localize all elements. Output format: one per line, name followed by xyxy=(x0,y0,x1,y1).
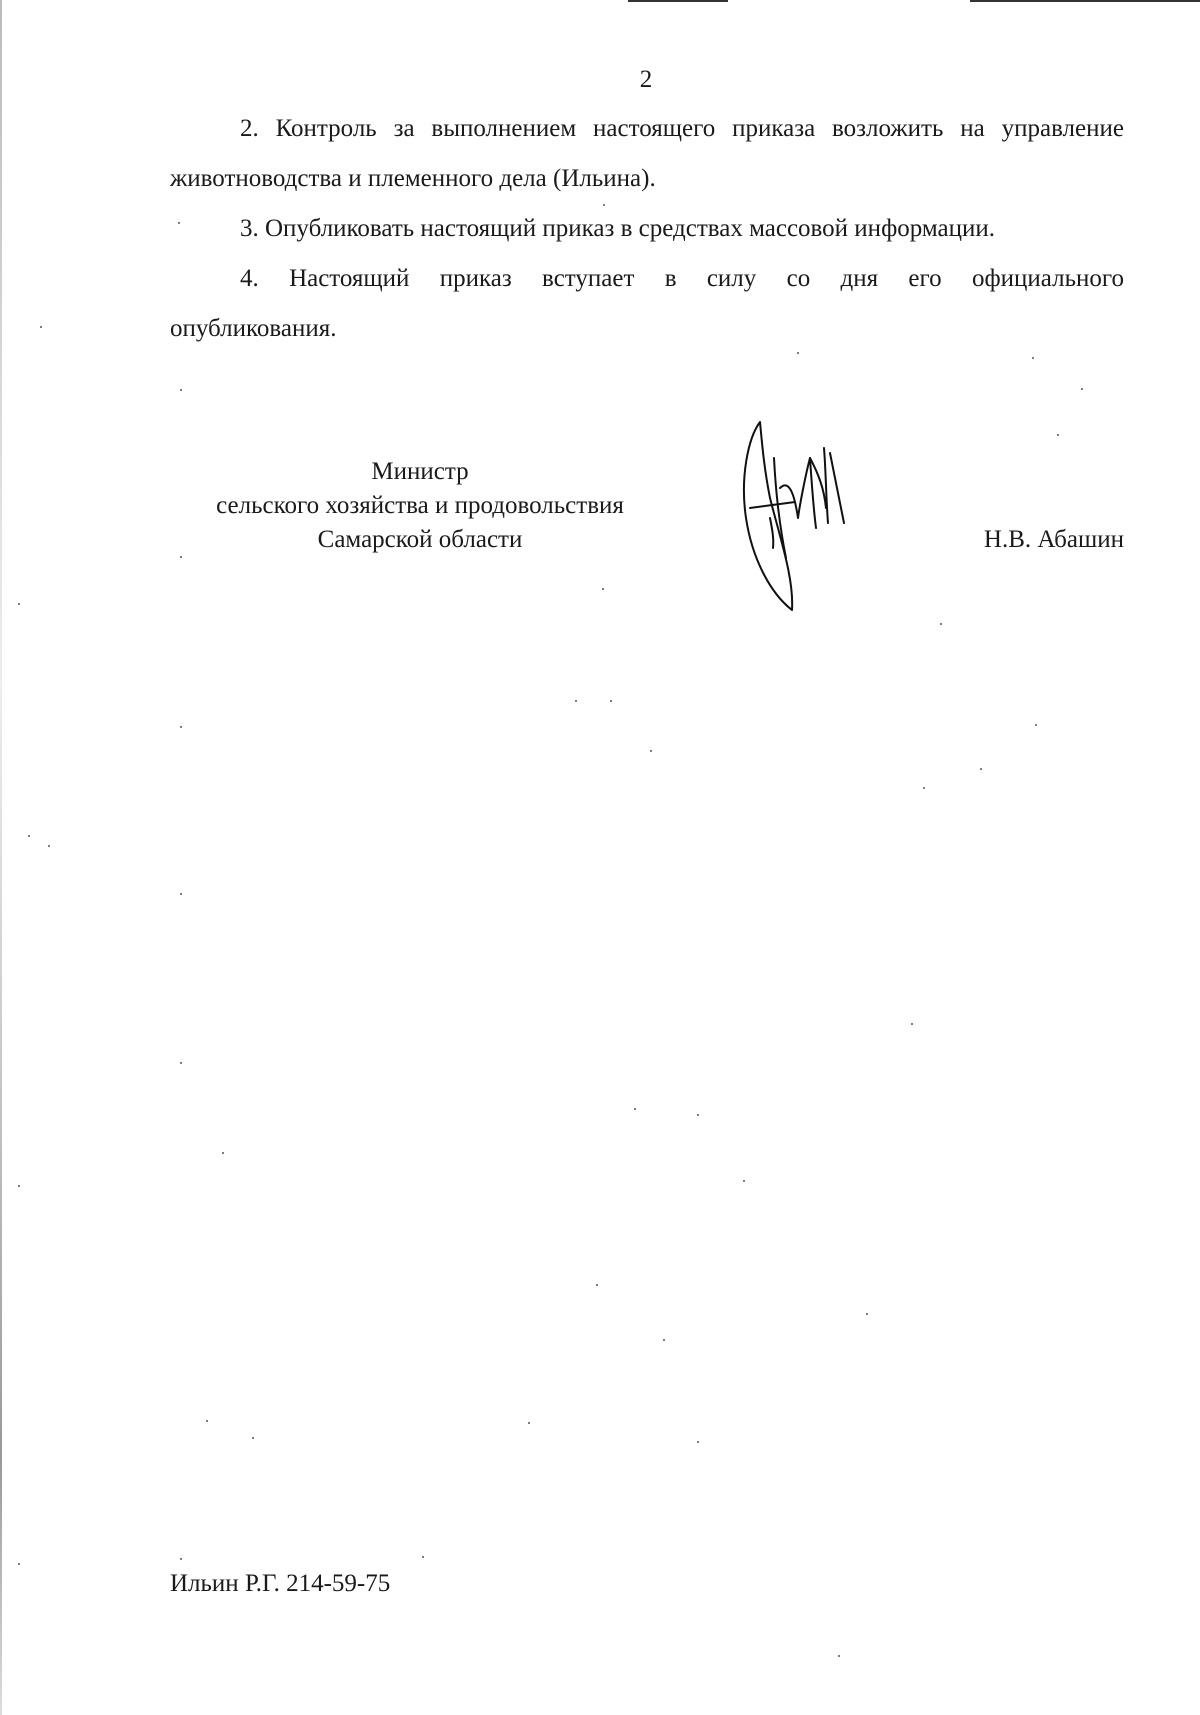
page-number: 2 xyxy=(639,66,653,93)
paragraph-3 xyxy=(170,204,1124,254)
scan-speck xyxy=(596,1284,598,1286)
scan-speck xyxy=(663,1339,665,1341)
scan-speck xyxy=(180,726,182,728)
paragraph-2-line-1: 2. Контроль за выполнением настоящего приказа возложить на xyxy=(240,115,985,142)
scan-speck xyxy=(610,700,612,702)
scan-edge-top xyxy=(628,0,728,2)
executor-contact: Ильин Р.Г. 214-59-75 xyxy=(170,1570,391,1597)
paragraph-4 xyxy=(170,254,1124,354)
scan-speck xyxy=(48,845,50,847)
scan-speck xyxy=(923,787,925,789)
scan-speck xyxy=(180,389,182,391)
scan-speck xyxy=(697,1114,699,1116)
scan-speck xyxy=(838,1655,840,1657)
scan-speck xyxy=(1035,724,1037,726)
scan-speck xyxy=(422,1556,424,1558)
scan-speck xyxy=(28,835,30,837)
scan-speck xyxy=(252,1437,254,1439)
scan-speck xyxy=(206,1420,208,1422)
scan-speck xyxy=(18,1563,20,1565)
paragraph-2-line-2: управление животноводства и племенного дела (Ильина). xyxy=(170,115,1124,192)
scan-edge-top xyxy=(970,0,1200,2)
scan-speck xyxy=(222,1152,224,1154)
scan-speck xyxy=(866,1313,868,1315)
scan-speck xyxy=(1057,434,1059,436)
scan-speck xyxy=(1081,388,1083,390)
scan-speck xyxy=(911,1023,913,1025)
scan-speck xyxy=(180,556,182,558)
scan-speck xyxy=(743,1180,745,1182)
scan-speck xyxy=(797,352,799,354)
paragraph-4-line-2: опубликования. xyxy=(170,315,337,342)
scan-speck xyxy=(602,588,604,590)
scan-speck xyxy=(697,1441,699,1443)
scan-edge-left xyxy=(0,0,2,1715)
scan-speck xyxy=(180,1558,182,1560)
scan-speck xyxy=(603,204,605,206)
position-line-3: Самарской области xyxy=(317,526,523,553)
scan-speck xyxy=(180,893,182,895)
scan-speck xyxy=(940,623,942,625)
paragraph-4-line-1: 4. Настоящий приказ вступает в силу со дня его официального xyxy=(240,265,1124,292)
scan-speck xyxy=(575,700,577,702)
signer-name: Н.В. Абашин xyxy=(983,526,1124,553)
handwritten-signature-icon xyxy=(740,418,860,613)
scan-speck xyxy=(650,750,652,752)
scan-speck xyxy=(18,603,20,605)
scan-speck xyxy=(1032,357,1034,359)
scan-speck xyxy=(18,1185,20,1187)
scan-speck xyxy=(980,768,982,770)
signatory-position xyxy=(170,455,670,557)
scan-speck xyxy=(178,222,180,224)
position-line-1: Министр xyxy=(371,458,469,485)
paragraph-4-line-1-wrap xyxy=(170,254,1124,304)
paragraph-2 xyxy=(170,104,1124,204)
scan-speck xyxy=(634,1108,636,1110)
scan-speck xyxy=(40,326,42,328)
position-line-2: сельского хозяйства и продовольствия xyxy=(216,492,624,519)
scan-speck xyxy=(180,1062,182,1064)
paragraph-3-text: 3. Опубликовать настоящий приказ в средствах массовой информации. xyxy=(240,215,996,242)
scan-speck xyxy=(528,1422,530,1424)
